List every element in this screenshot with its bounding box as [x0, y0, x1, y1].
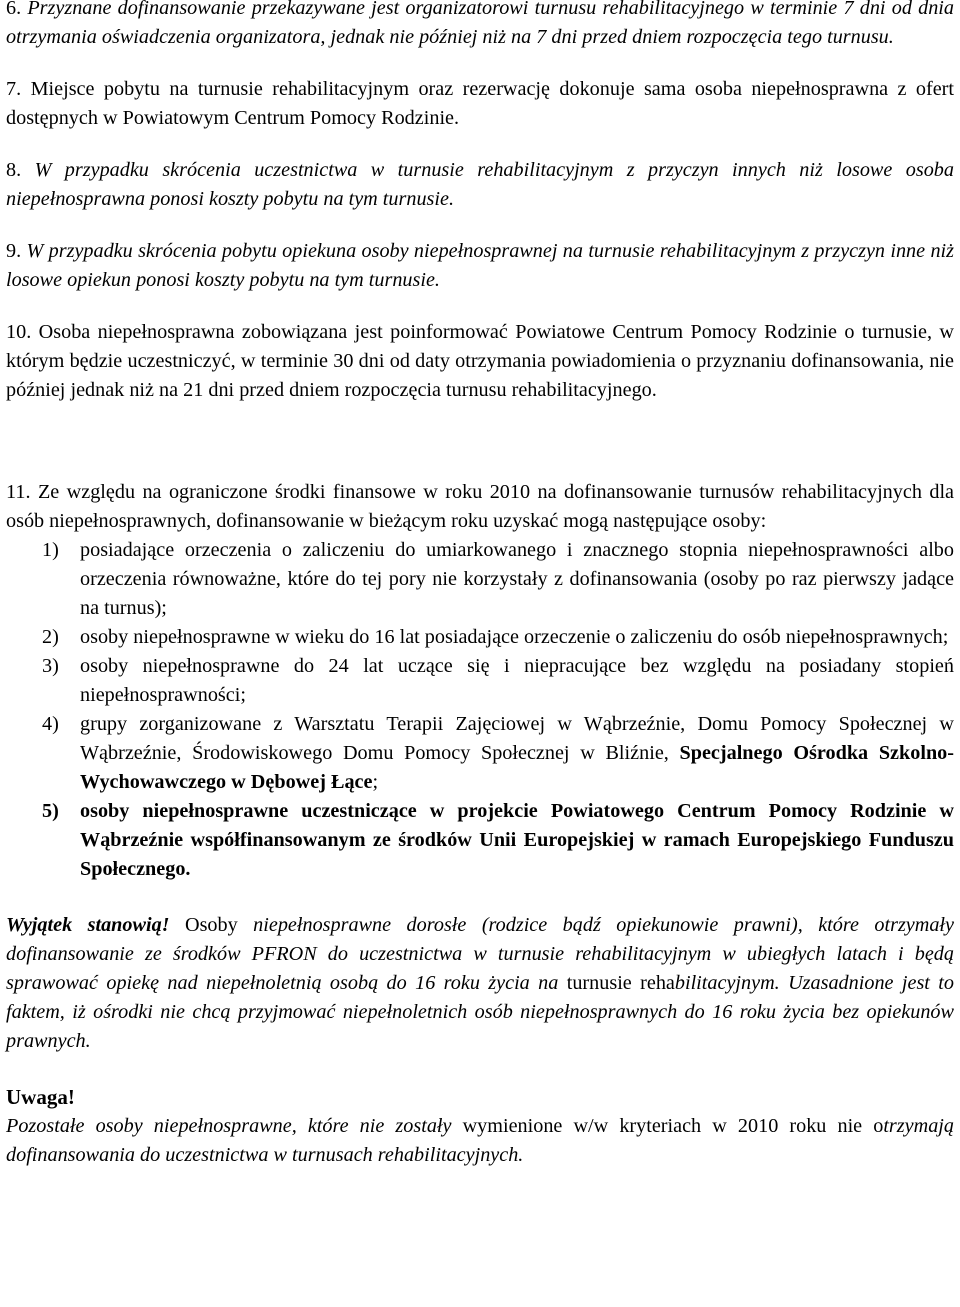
list-item — [6, 710, 954, 797]
exception-text: turnusie reha — [566, 972, 675, 994]
eligibility-list — [6, 536, 954, 884]
paragraph-9 — [6, 237, 954, 295]
list-marker: 5) — [42, 800, 59, 822]
list-item — [6, 536, 954, 623]
list-marker: 2) — [42, 626, 59, 648]
list-item-text: osoby niepełnosprawne do 24 lat uczące się i niepracujące bez względu na posiadany stopień niepełnosprawności; — [80, 655, 954, 706]
note-text: Pozostałe osoby niepełnosprawne, które nie zostały — [6, 1115, 452, 1137]
note-text: trzymają dofinansowania do uczestnictwa w turnusach rehabilitacyjnych. — [6, 1115, 954, 1166]
list-item — [6, 652, 954, 710]
list-item-text: posiadające orzeczenia o zaliczeniu do umiarkowanego i znacznego stopnia niepełnosprawności albo orzeczenia równoważne, które do tej pory nie korzystały z dofinansowania (osoby po raz pierwszy jadące na turnus); — [80, 539, 954, 619]
list-item — [6, 623, 954, 652]
paragraph-number: 11. — [6, 481, 31, 503]
list-item-text: grupy zorganizowane z Warsztatu Terapii Zajęciowej w Wąbrzeźnie, Domu Pomocy Społecznej w Wąbrzeźnie, Środowiskowego Domu Pomocy Społecznej w Bliźnie, — [80, 713, 954, 764]
paragraph-text: Ze względu na ograniczone środki finansowe w roku 2010 na dofinansowanie turnusów rehabilitacyjnych dla osób niepełnosprawnych, dofinansowanie w bieżącym roku uzyskać mogą następujące osoby: — [6, 481, 955, 532]
list-item-bold-text: Specjalnego Ośrodka Szkolno-Wychowawczego w Dębowej Łące — [80, 742, 954, 793]
paragraph-text: Przyznane dofinansowanie przekazywane jest organizatorowi turnusu rehabilitacyjnego w terminie 7 dni od dnia otrzymania oświadczenia organizatora, jednak nie później niż na 7 dni przed dniem rozpoczęcia tego turnusu. — [6, 0, 955, 48]
note-text: wymienione w/w kryteriach w 2010 roku nie o — [451, 1115, 884, 1137]
paragraph-number: 6. — [6, 0, 22, 19]
paragraph-number: 10. — [6, 321, 32, 343]
note-title: Uwaga! — [6, 1085, 75, 1109]
exception-label: Wyjątek stanowią! — [6, 914, 170, 936]
exception-text: niepełnosprawne dorosłe (rodzice bądź opiekunowie prawni), które otrzymały dofinansowanie ze środków PFRON do uczestnictwa w turnusie rehabilitacyjnym w ubiegłych latach i będą sprawować opiekę nad niepełnoletnią osobą do 16 roku życia na — [6, 914, 954, 994]
paragraph-text: Osoba niepełnosprawna zobowiązana jest poinformować Powiatowe Centrum Pomocy Rodzinie o turnusie, w którym będzie uczestniczyć, w terminie 30 dni od daty otrzymania powiadomienia o przyznaniu dofinansowania, nie później jednak niż na 21 dni przed dniem rozpoczęcia turnusu rehabilitacyjnego. — [6, 321, 955, 401]
list-item-text: osoby niepełnosprawne uczestniczące w projekcie Powiatowego Centrum Pomocy Rodzinie w Wąbrzeźnie współfinansowanym ze środków Unii Europejskiej w ramach Europejskiego Funduszu Społecznego. — [80, 800, 954, 880]
paragraph-text: W przypadku skrócenia pobytu opiekuna osoby niepełnosprawnej na turnusie rehabilitacyjnym z przyczyn inne niż losowe opiekun ponosi koszty pobytu na tym turnusie. — [6, 240, 955, 291]
paragraph-number: 7. — [6, 78, 22, 100]
paragraph-7 — [6, 75, 954, 133]
list-marker: 3) — [42, 655, 59, 677]
list-item-text: osoby niepełnosprawne w wieku do 16 lat posiadające orzeczenie o zaliczeniu do osób niepełnosprawnych; — [80, 626, 949, 648]
paragraph-text: W przypadku skrócenia uczestnictwa w turnusie rehabilitacyjnym z przyczyn innych niż losowe osoba niepełnosprawna ponosi koszty pobytu na tym turnusie. — [6, 159, 954, 210]
exception-text: bilitacyjnym. Uzasadnione jest to faktem, iż ośrodki nie chcą przyjmować niepełnoletnich osób niepełnosprawnych do 16 roku życia bez opiekunów prawnych. — [6, 972, 954, 1052]
paragraph-6 — [6, 0, 954, 52]
note-paragraph — [6, 1112, 954, 1170]
paragraph-text: Miejsce pobytu na turnusie rehabilitacyjnym oraz rezerwację dokonuje sama osoba niepełnosprawna z ofert dostępnych w Powiatowym Centrum Pomocy Rodzinie. — [6, 78, 955, 129]
paragraph-10 — [6, 318, 954, 405]
list-marker: 1) — [42, 539, 59, 561]
exception-text: Osoby — [169, 914, 254, 936]
list-item — [6, 797, 954, 884]
paragraph-number: 9. — [6, 240, 22, 262]
paragraph-11 — [6, 478, 954, 536]
paragraph-number: 8. — [6, 159, 22, 181]
exception-paragraph — [6, 911, 954, 1056]
list-item-tail: ; — [372, 771, 379, 793]
list-marker: 4) — [42, 713, 59, 735]
paragraph-8 — [6, 156, 954, 214]
